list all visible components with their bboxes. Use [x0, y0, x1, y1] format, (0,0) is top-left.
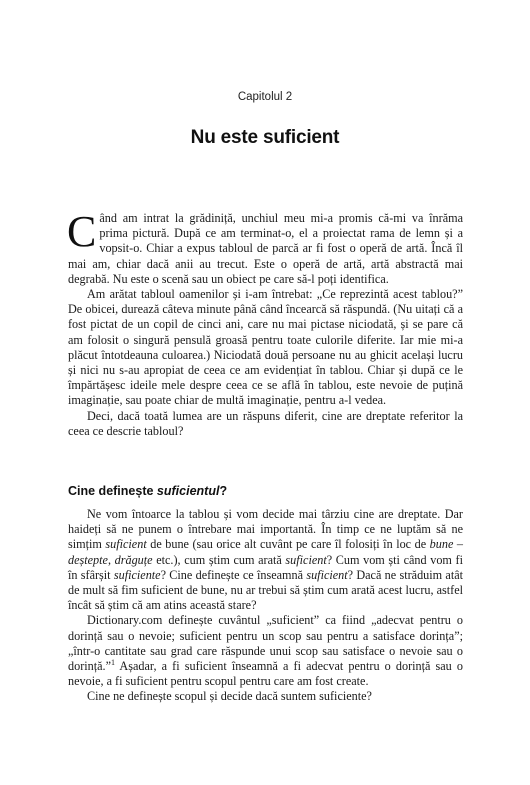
section-paragraph-1 — [68, 507, 463, 613]
text-run: Așadar, a fi suficient înseamnă a fi adecvat pentru o dorință sau o nevoie, a fi suficient pentru scopul pentru care am fost create. — [68, 659, 463, 689]
emphasis: suficient — [285, 552, 327, 567]
chapter-label: Capitolul 2 — [237, 91, 293, 103]
emphasis: deștepte — [68, 552, 108, 567]
text-run: de bune (sau orice alt cuvânt pe care îl folosiți în loc de — [146, 537, 430, 552]
drop-cap: C — [67, 207, 97, 256]
text-run: Dictionary.com definește cuvântul „suficient” ca fiind „adecvat pentru o dorință sau o nevoie; suficient pentru un scop sau pentru a satisface dorința”; „într-o cantitate sau grad care răspunde unui scop sau satisface o nevoie sau o dorință.” — [68, 613, 463, 674]
intro-paragraph-2: Am arătat tabloul oamenilor și i-am întrebat: „Ce reprezintă acest tablou?” De obicei, durează câteva minute până când încearcă să răspundă. (Nu uitați că a fost pictat de un copil de cinci ani, care nu mai pictase niciodată, și se pare că am folosit o singură pensulă groasă pentru toate culorile diferite. Iar mie mi-a plăcut întotdeauna culoarea.) Niciodată două persoane nu au ghicit același lucru și nici nu s-au apropiat de ceea ce am evidențiat în tablou. Chiar și după ce le împărtășesc ideile mele despre ceea ce se află în tablou, este nevoie de puțină imaginație, sau poate chiar de multă imaginație, pentru a-l vedea. — [68, 287, 463, 408]
footnote-marker[interactable]: 1 — [110, 657, 115, 667]
emphasis: suficiente — [113, 567, 161, 582]
text-run: ? Dacă ne străduim atât de mult să fim suficient de bune, nu ar trebui să știm cum arată acest lucru, astfel încât să știm că am atins această stare? — [68, 567, 464, 613]
intro-paragraph-1-text: ând am intrat la grădiniță, unchiul meu mi-a promis că-mi va înrăma prima pictură. După ce am terminat-o, el a proiectat rama de lemn și a vopsit-o. Chiar a expus tabloul de parcă ar fi fost o operă de artă. Încă îl mai am, chiar dacă anii au trecut. Este o operă de artă, artă abstractă mai degrabă. Nu este o scenă sau un obiect pe care să-l poți identifica. — [68, 211, 463, 286]
section-paragraph-3: Cine ne definește scopul și decide dacă suntem suficiente? — [87, 689, 372, 704]
text-run: – — [453, 537, 464, 552]
emphasis: suficient — [105, 537, 147, 552]
emphasis: suficient — [306, 567, 348, 582]
text-run: ? Cine definește ce înseamnă — [160, 567, 307, 582]
section-heading-suffix: ? — [219, 484, 228, 498]
section-heading-prefix: Cine definește — [68, 484, 157, 498]
section-heading-emphasis: suficientul — [156, 484, 220, 498]
section-text — [68, 507, 463, 705]
intro-paragraph-1 — [67, 207, 463, 287]
emphasis: bune — [429, 537, 454, 552]
text-run: Ne vom întoarce la tablou și vom decide mai târziu cine are dreptate. Dar haideți să ne punem o întrebare mai importantă. În timp ce ne luptăm să ne simțim — [68, 507, 463, 552]
section-heading — [68, 484, 227, 498]
text-run: etc.), cum știm cum arată — [152, 552, 286, 567]
chapter-title: Nu este suficient — [190, 127, 340, 148]
text-run: ? Cum vom ști când vom fi în sfârșit — [68, 552, 463, 582]
intro-text — [67, 207, 463, 439]
intro-paragraph-3: Deci, dacă toată lumea are un răspuns diferit, cine are dreptate referitor la ceea ce descrie tabloul? — [68, 408, 463, 438]
emphasis: drăguțe — [114, 552, 153, 567]
text-run: , — [107, 552, 115, 567]
section-paragraph-2 — [68, 613, 463, 689]
